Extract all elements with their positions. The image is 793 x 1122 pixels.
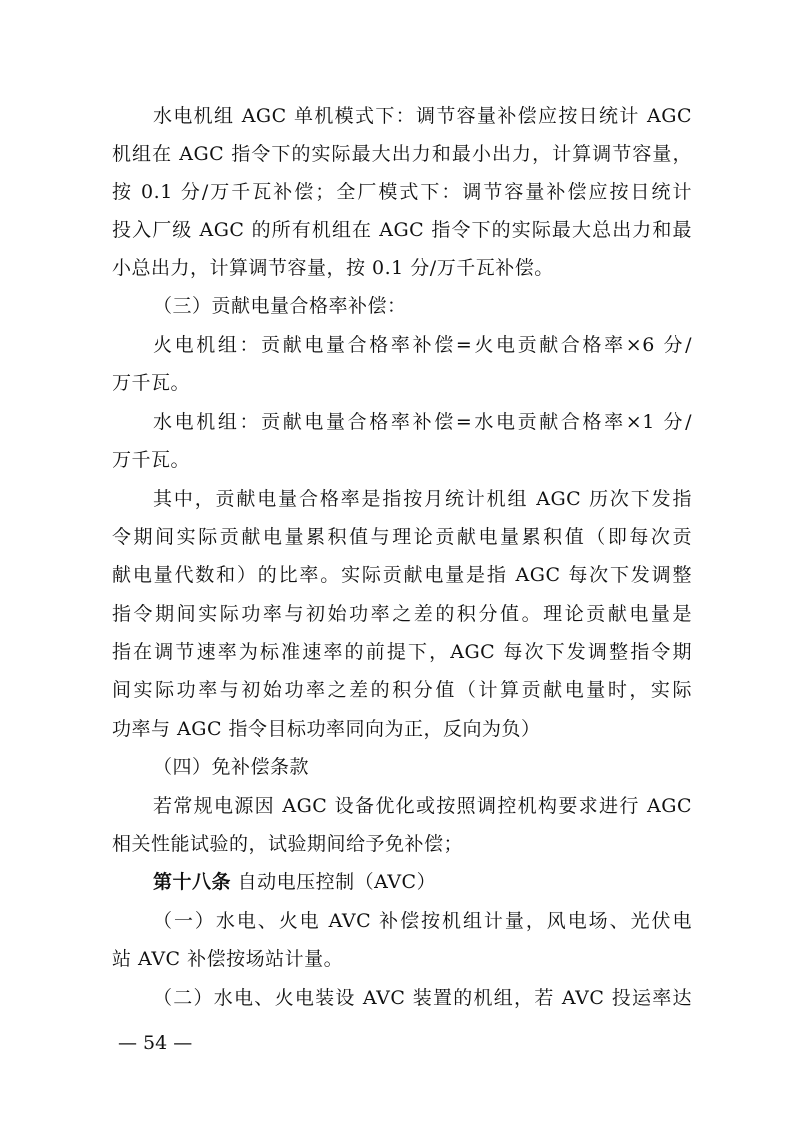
paragraph-line: 相关性能试验的，试验期间给予免补偿； [112,833,464,855]
article-heading [153,870,692,894]
paragraph-line: 间实际功率与初始功率之差的积分值（计算贡献电量时，实际 [112,679,692,701]
paragraph-line: 水电机组 AGC 单机模式下：调节容量补偿应按日统计 AGC [153,105,692,127]
paragraph-line: 万千瓦。 [112,449,191,471]
page-number: — 54 — [118,1032,193,1054]
paragraph-line: 小总出力，计算调节容量，按 0.1 分/万千瓦补偿。 [112,257,554,279]
article-number: 第十八条 [153,871,232,893]
paragraph-line: 指在调节速率为标准速率的前提下，AGC 每次下发调整指令期 [112,641,692,663]
paragraph-line: 按 0.1 分/万千瓦补偿；全厂模式下：调节容量补偿应按日统计 [112,181,692,203]
paragraph-line: 投入厂级 AGC 的所有机组在 AGC 指令下的实际最大总出力和最 [112,219,692,241]
paragraph-line: 万千瓦。 [112,372,191,394]
section-heading: （三）贡献电量合格率补偿： [153,295,407,317]
section-heading: （四）免补偿条款 [153,756,310,778]
paragraph-line: 献电量代数和）的比率。实际贡献电量是指 AGC 每次下发调整 [112,564,692,586]
paragraph-line: 指令期间实际功率与初始功率之差的积分值。理论贡献电量是 [112,603,692,625]
paragraph-line: 站 AVC 补偿按场站计量。 [112,948,344,970]
article-title: 自动电压控制（AVC） [237,871,437,893]
paragraph-line: （二）水电、火电装设 AVC 装置的机组，若 AVC 投运率达 [153,987,692,1009]
paragraph-line: 令期间实际贡献电量累积值与理论贡献电量累积值（即每次贡 [112,526,692,548]
paragraph-line: （一）水电、火电 AVC 补偿按机组计量，风电场、光伏电 [153,910,692,932]
paragraph-line: 功率与 AGC 指令目标功率同向为正，反向为负） [112,718,541,740]
paragraph-line: 其中，贡献电量合格率是指按月统计机组 AGC 历次下发指 [153,488,692,510]
paragraph-line: 火电机组：贡献电量合格率补偿=火电贡献合格率×6 分/ [153,334,692,356]
paragraph-line: 若常规电源因 AGC 设备优化或按照调控机构要求进行 AGC [153,795,692,817]
paragraph-line: 水电机组：贡献电量合格率补偿=水电贡献合格率×1 分/ [153,411,692,433]
paragraph-line: 机组在 AGC 指令下的实际最大出力和最小出力，计算调节容量， [112,143,692,165]
